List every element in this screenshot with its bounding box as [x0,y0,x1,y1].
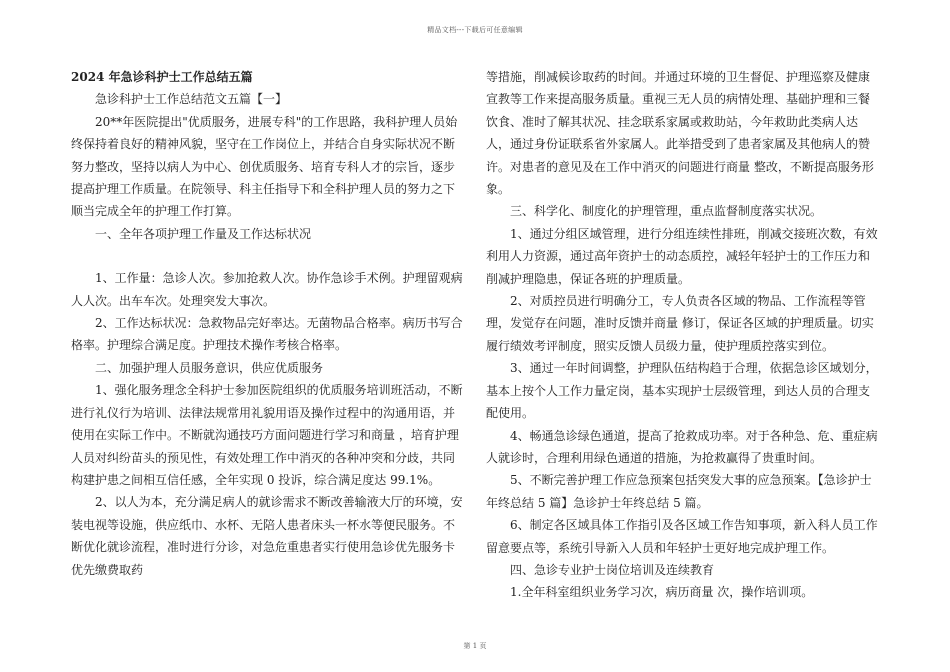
page-header: 精品文档---下载后可任意编辑 [427,26,523,34]
paragraph-continued: 等措施，削减候诊取药的时间。并通过环境的卫生督促、护理巡察及健康宣教等工作来提高服务质量。重视三无人员的病情处理、基础护理和三餐饮食、准时了解其状况、挂念联系家属或救助站，今年救助此类病人达人，通过身份证联系省外家属人。此举措受到了患者家属及其他病人的赞许。对患者的意见及在工作中消灭的问题进行商量 整改，不断提高服务形象。 [486,70,874,197]
paragraph-standards: 2、工作达标状况：急救物品完好率达。无菌物品合格率。病历书写合格率。护理综合满足度。护理技术操作考核合格率。 [71,316,463,353]
section-heading-2: 二、加强护理人员服务意识，供应优质服务 [95,360,324,375]
paragraph-patient-needs: 2、以人为本，充分满足病人的就诊需求不断改善输液大厅的环境，安装电视等设施，供应纸巾、水杯、无陪人患者床头一杯水等便民服务。不断优化就诊流程，准时进行分诊，对急危重患者实行使用急诊优先服务卡优先缴费取药 [71,495,463,577]
spacer [71,245,466,267]
paragraph-workload: 1、工作量：急诊人次。参加抢救人次。协作急诊手术例。护理留观病人人次。出车车次。处理突发大事次。 [71,271,463,308]
subtitle: 急诊科护士工作总结范文五篇【一】 [95,92,288,107]
intro-paragraph: 20**年医院提出"优质服务，进展专科"的工作思路，我科护理人员始终保持着良好的精神风貌，坚守在工作岗位上，并结合自身实际状况不断努力整改，坚持以病人为中心、创优质服务、培育专科人才的宗旨，逐步提高护理工作质量。在院领导、科主任指导下和全科护理人员的努力之下顺当完成全年的护理工作打算。 [71,114,458,219]
section-heading-3: 三、科学化、制度化的护理管理，重点监督制度落实状况。 [510,204,823,219]
left-column [71,66,466,581]
paragraph-staffing: 3、通过一年时间调整，护理队伍结构趋于合理，依据急诊区域划分，基本上按个人工作力量定岗，基本实现护士层级管理，到达人员的合理支配使用。 [486,361,878,421]
paragraph-training: 1.全年科室组织业务学习次，病历商量 次，操作培训项。 [510,585,814,600]
paragraph-emergency-plan: 5、不断完善护理工作应急预案包括突发大事的应急预案。【急诊护士年终总结 5 篇】急诊护士年终总结 5 篇。 [486,473,872,510]
paragraph-zone-management: 1、通过分组区域管理，进行分组连续性排班，削减交接班次数，有效利用人力资源，通过高年资护士的动态质控，减轻年轻护士的工作压力和削减护理隐患，保证各班的护理质量。 [486,226,878,286]
page-number: 第 1 页 [463,642,487,650]
right-column [486,66,880,604]
section-heading-4: 四、急诊专业护士岗位培训及连续教育 [510,562,715,577]
paragraph-quality-control: 2、对质控员进行明确分工，专人负责各区域的物品、工作流程等管理，发觉存在问题，准时反馈并商量 修订，保证各区域的护理质量。切实履行绩效考评制度，照实反馈人员级力量，使护理质控落实到位。 [486,294,874,353]
paragraph-green-channel: 4、畅通急诊绿色通道，提高了抢救成功率。对于各种急、危、重症病人就诊时，合理利用绿色通道的措施，为抢救赢得了贵重时间。 [486,428,878,465]
section-heading-1: 一、全年各项护理工作量及工作达标状况 [95,226,312,241]
paragraph-service-training: 1、强化服务理念全科护士参加医院组织的优质服务培训班活动，不断进行礼仪行为培训、法律法规常用礼貌用语及操作过程中的沟通用语，并使用在实际工作中。不断就沟通技巧方面问题进行学习和商量 ，培育护理人员对纠纷苗头的预见性，有效处理工作中消灭的各种冲突和分歧，共同构建护患之间相互信任感，全年实现 0 投诉，综合满足度达 99.1%。 [71,383,463,487]
document-title: 2024 年急诊科护士工作总结五篇 [71,70,253,84]
paragraph-guidelines: 6、制定各区域具体工作指引及各区域工作告知事项，新入科人员工作留意要点等，系统引导新入人员和年轻护士更好地完成护理工作。 [486,518,878,555]
